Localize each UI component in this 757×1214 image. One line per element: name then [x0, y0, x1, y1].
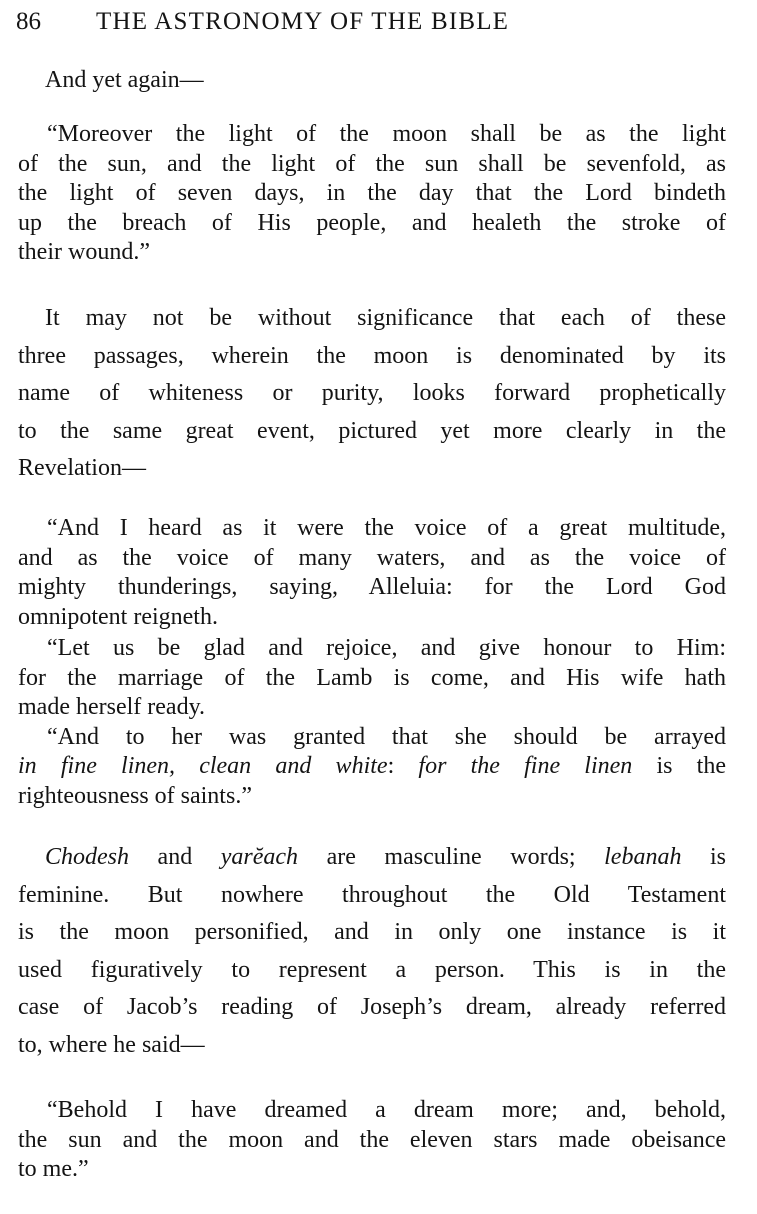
text-line: Revelation—: [18, 455, 146, 481]
text-line: the light of seven days, in the day that the Lord bindeth: [18, 180, 726, 206]
paragraph-passages: [18, 300, 726, 488]
text-line: in fine linen, clean and white: for the fine linen is the: [18, 753, 726, 779]
text-line: It may not be without significance that each of these: [45, 305, 726, 331]
text-line: case of Jacob’s reading of Joseph’s dream, already referred: [18, 994, 726, 1020]
text-line: righteousness of saints.”: [18, 782, 252, 809]
quote-isaiah: [18, 120, 726, 268]
text-line: their wound.”: [18, 239, 150, 265]
text-line: “And I heard as it were the voice of a great multitude,: [47, 515, 726, 541]
text-line: made herself ready.: [18, 694, 206, 720]
text-line: mighty thunderings, saying, Alleluia: for the Lord God: [18, 574, 726, 600]
text-line: “Behold I have dreamed a dream more; and, behold,: [47, 1097, 726, 1123]
quote-joseph-dream: [18, 1096, 726, 1185]
intro-line: And yet again—: [45, 67, 204, 93]
page-number: 86: [16, 8, 41, 35]
running-header: [16, 6, 736, 42]
text-line: feminine. But nowhere throughout the Old Testament: [18, 881, 726, 908]
text-line: to, where he said—: [18, 1031, 205, 1058]
text-line: name of whiteness or purity, looks forward prophetically: [18, 380, 726, 406]
text-line: “And to her was granted that she should be arrayed: [47, 723, 726, 750]
paragraph-hebrew-names: [18, 839, 726, 1064]
text-line: of the sun, and the light of the sun shall be sevenfold, as: [18, 150, 726, 177]
text-line: is the moon personified, and in only one instance is it: [18, 919, 726, 945]
text-line: up the breach of His people, and healeth the stroke of: [18, 209, 726, 236]
text-line: three passages, wherein the moon is denominated by its: [18, 342, 726, 369]
text-line: “Let us be glad and rejoice, and give honour to Him:: [47, 635, 726, 661]
text-line: omnipotent reigneth.: [18, 603, 218, 630]
text-line: to the same great event, pictured yet more clearly in the: [18, 417, 726, 444]
text-line: to me.”: [18, 1156, 89, 1182]
text-line: the sun and the moon and the eleven stars made obeisance: [18, 1126, 726, 1153]
quote-revelation: [18, 514, 726, 811]
text-line: Chodesh and yarĕach are masculine words; lebanah is: [45, 844, 726, 870]
running-title: THE ASTRONOMY OF THE BIBLE: [96, 8, 510, 35]
text-line: for the marriage of the Lamb is come, and His wife hath: [18, 664, 726, 691]
text-line: “Moreover the light of the moon shall be as the light: [47, 121, 726, 147]
text-line: and as the voice of many waters, and as the voice of: [18, 544, 726, 571]
text-line: used figuratively to represent a person. This is in the: [18, 956, 726, 983]
